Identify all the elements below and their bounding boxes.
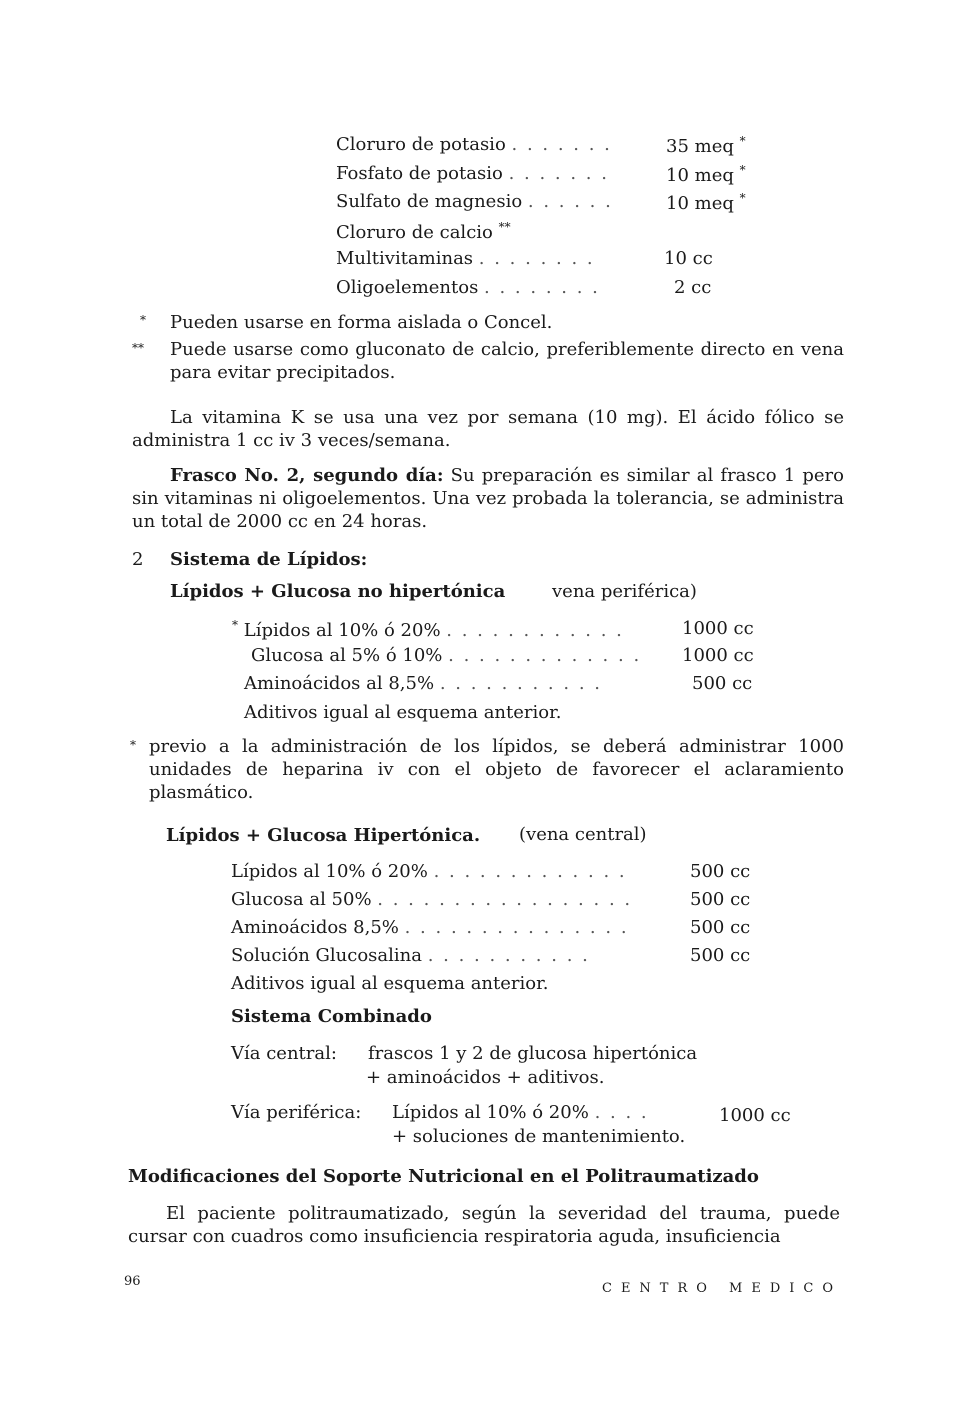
list-item: Solución Glucosalina . . . . . . . . . . .	[231, 945, 590, 966]
list-item: Aditivos igual al esquema anterior.	[231, 973, 549, 994]
subsection-title: Lípidos + Glucosa no hipertónica	[170, 581, 506, 602]
footnote-text: Pueden usarse en forma aislada o Concel.	[170, 312, 553, 333]
via-text: frascos 1 y 2 de glucosa hipertónica	[368, 1043, 698, 1064]
list-value: 1000 cc	[682, 645, 754, 666]
footnote-mark: *	[130, 738, 136, 752]
section-title: Sistema de Lípidos:	[170, 549, 368, 570]
via-text: Lípidos al 10% ó 20% . . . .	[392, 1102, 649, 1123]
list-value: 35 meq *	[666, 134, 746, 157]
subsection-note: (vena central)	[519, 824, 647, 845]
subsection-note: vena periférica)	[552, 581, 697, 602]
list-value: 10 meq *	[666, 163, 746, 186]
via-label: Vía central:	[231, 1043, 337, 1064]
page-number: 96	[124, 1274, 141, 1289]
list-value: 500 cc	[692, 673, 753, 694]
footnote-mark: *	[140, 313, 146, 327]
section-heading: Modificaciones del Soporte Nutricional en el Politraumatizado	[128, 1166, 759, 1187]
list-item: Sulfato de magnesio . . . . . .	[336, 191, 613, 212]
via-text: + aminoácidos + aditivos.	[366, 1067, 605, 1088]
list-value: 1000 cc	[719, 1105, 791, 1126]
list-value: 1000 cc	[682, 618, 754, 639]
via-text: + soluciones de mantenimiento.	[392, 1126, 686, 1147]
list-item: Aminoácidos al 8,5% . . . . . . . . . . .	[244, 673, 602, 694]
list-value: 500 cc	[690, 945, 751, 966]
list-value: 2 cc	[674, 277, 712, 298]
journal-name: CENTRO MEDICO	[602, 1281, 843, 1296]
footnote-text: previo a la administración de los lípidos, se deberá administrar 1000 unidades de heparina iv con el objeto de favorecer el aclaramiento plasmático.	[149, 736, 844, 803]
section-number: 2	[132, 549, 144, 570]
list-item: Glucosa al 5% ó 10% . . . . . . . . . . . . .	[251, 645, 642, 666]
list-item: Cloruro de calcio **	[336, 220, 511, 243]
list-item: Fosfato de potasio . . . . . . .	[336, 163, 609, 184]
list-value: 500 cc	[690, 917, 751, 938]
paragraph: La vitamina K se usa una vez por semana (10 mg). El ácido fólico se administra 1 cc iv 3 veces/semana.	[132, 407, 844, 451]
paragraph: Frasco No. 2, segundo día: Su preparación es similar al frasco 1 pero sin vitaminas ni oligoelementos. Una vez probada la tolerancia, se administra un total de 2000 cc en 24 horas.	[132, 465, 844, 532]
subsection-title: Lípidos + Glucosa Hipertónica.	[166, 825, 481, 846]
list-item: Cloruro de potasio . . . . . . .	[336, 134, 612, 155]
list-item: Glucosa al 50% . . . . . . . . . . . . . . . . .	[231, 889, 633, 910]
footnote-text: Puede usarse como gluconato de calcio, preferiblemente directo en vena para evitar precipitados.	[170, 339, 844, 383]
list-value: 10 cc	[664, 248, 713, 269]
subsection-title: Sistema Combinado	[231, 1006, 432, 1027]
via-label: Vía periférica:	[231, 1102, 362, 1123]
footnote-mark: **	[132, 341, 144, 355]
list-item: Multivitaminas . . . . . . . .	[336, 248, 595, 269]
list-item: Aminoácidos 8,5% . . . . . . . . . . . . . . .	[231, 917, 629, 938]
list-item: * Lípidos al 10% ó 20% . . . . . . . . . . . .	[232, 618, 624, 641]
list-value: 500 cc	[690, 861, 751, 882]
list-value: 500 cc	[690, 889, 751, 910]
list-item: Oligoelementos . . . . . . . .	[336, 277, 600, 298]
list-value: 10 meq *	[666, 191, 746, 214]
list-item: Aditivos igual al esquema anterior.	[244, 702, 562, 723]
paragraph: El paciente politraumatizado, según la severidad del trauma, puede cursar con cuadros como insuficiencia respiratoria aguda, insuficiencia	[128, 1203, 840, 1247]
list-item: Lípidos al 10% ó 20% . . . . . . . . . . . . .	[231, 861, 627, 882]
